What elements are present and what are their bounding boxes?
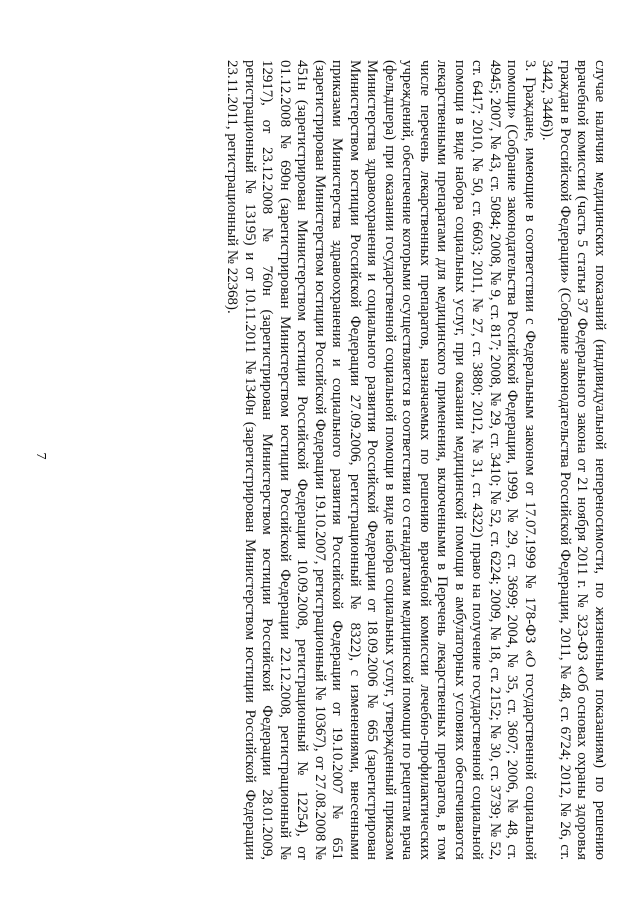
paragraph-continuation: случае наличия медицинских показаний (индивидуальной непереносимости, по жизненным показаниям) по решению врачебной комиссии (часть 5 статьи 37 Федерального закона от 21 ноября 2011 г. № 323-ФЗ «Об основах охраны здоровья граждан в Российской Федерации» (Собрание законодательства Российской Федерации, 2011, № 48, ст. 6724; 2012, № 26, ст. 3442, 3446)).: [539, 60, 608, 860]
document-body: [58, 60, 608, 860]
paragraph-item-3: 3. Граждане, имеющие в соответствии с Федеральным законом от 17.07.1999 № 178-ФЗ «О государственной социальной помощи» (Собрание законодательства Российской Федерации, 1999, № 29, ст. 3699; 2004, № 35, ст. 3607; 2006, № 48, ст. 4945; 2007, № 43, ст. 5084; 2008, № 9, ст. 817; 2008, № 29, ст. 3410; № 52, ст. 6224; 2009, № 18, ст. 2152; № 30, ст. 3739; № 52, ст. 6417; 2010, № 50, ст. 6603; 2011, № 27, ст. 3880; 2012, № 31, ст. 4322) право на получение государственной социальной помощи в виде набора социальных услуг, при оказании медицинской помощи в амбулаторных условиях обеспечиваются лекарственными препаратами для медицинского применения, включенными в Перечень лекарственных препаратов, в том числе перечень лекарственных препаратов, назначаемых по решению врачебной комиссии лечебно-профилактических учреждений, обеспечение которыми осуществляется в соответствии со стандартами медицинской помощи по рецептам врача (фельдшера) при оказании государственной социальной помощи в виде набора социальных услуг, утвержденный приказом Министерства здравоохранения и социального развития Российской Федерации от 18.09.2006 № 665 (зарегистрирован Министерством юстиции Российской Федерации 27.09.2006, регистрационный № 8322), с изменениями, внесенными приказами Министерства здравоохранения и социального развития Российской Федерации от 19.10.2007 № 651 (зарегистрирован Министерством юстиции Российской Федерации 19.10.2007, регистрационный № 10367), от 27.08.2008 № 451н (зарегистрирован Министерством юстиции Российской Федерации 10.09.2008, регистрационный № 12254), от 01.12.2008 № 690н (зарегистрирован Министерством юстиции Российской Федерации 22.12.2008, регистрационный № 12917), от 23.12.2008 № 760н (зарегистрирован Министерством юстиции Российской Федерации 28.01.2009, регистрационный № 13195) и от 10.11.2011 №1340н (зарегистрирован Министерством юстиции Российской Федерации 23.11.2011, регистрационный № 22368).: [224, 60, 538, 860]
page-number: 7: [33, 452, 48, 460]
